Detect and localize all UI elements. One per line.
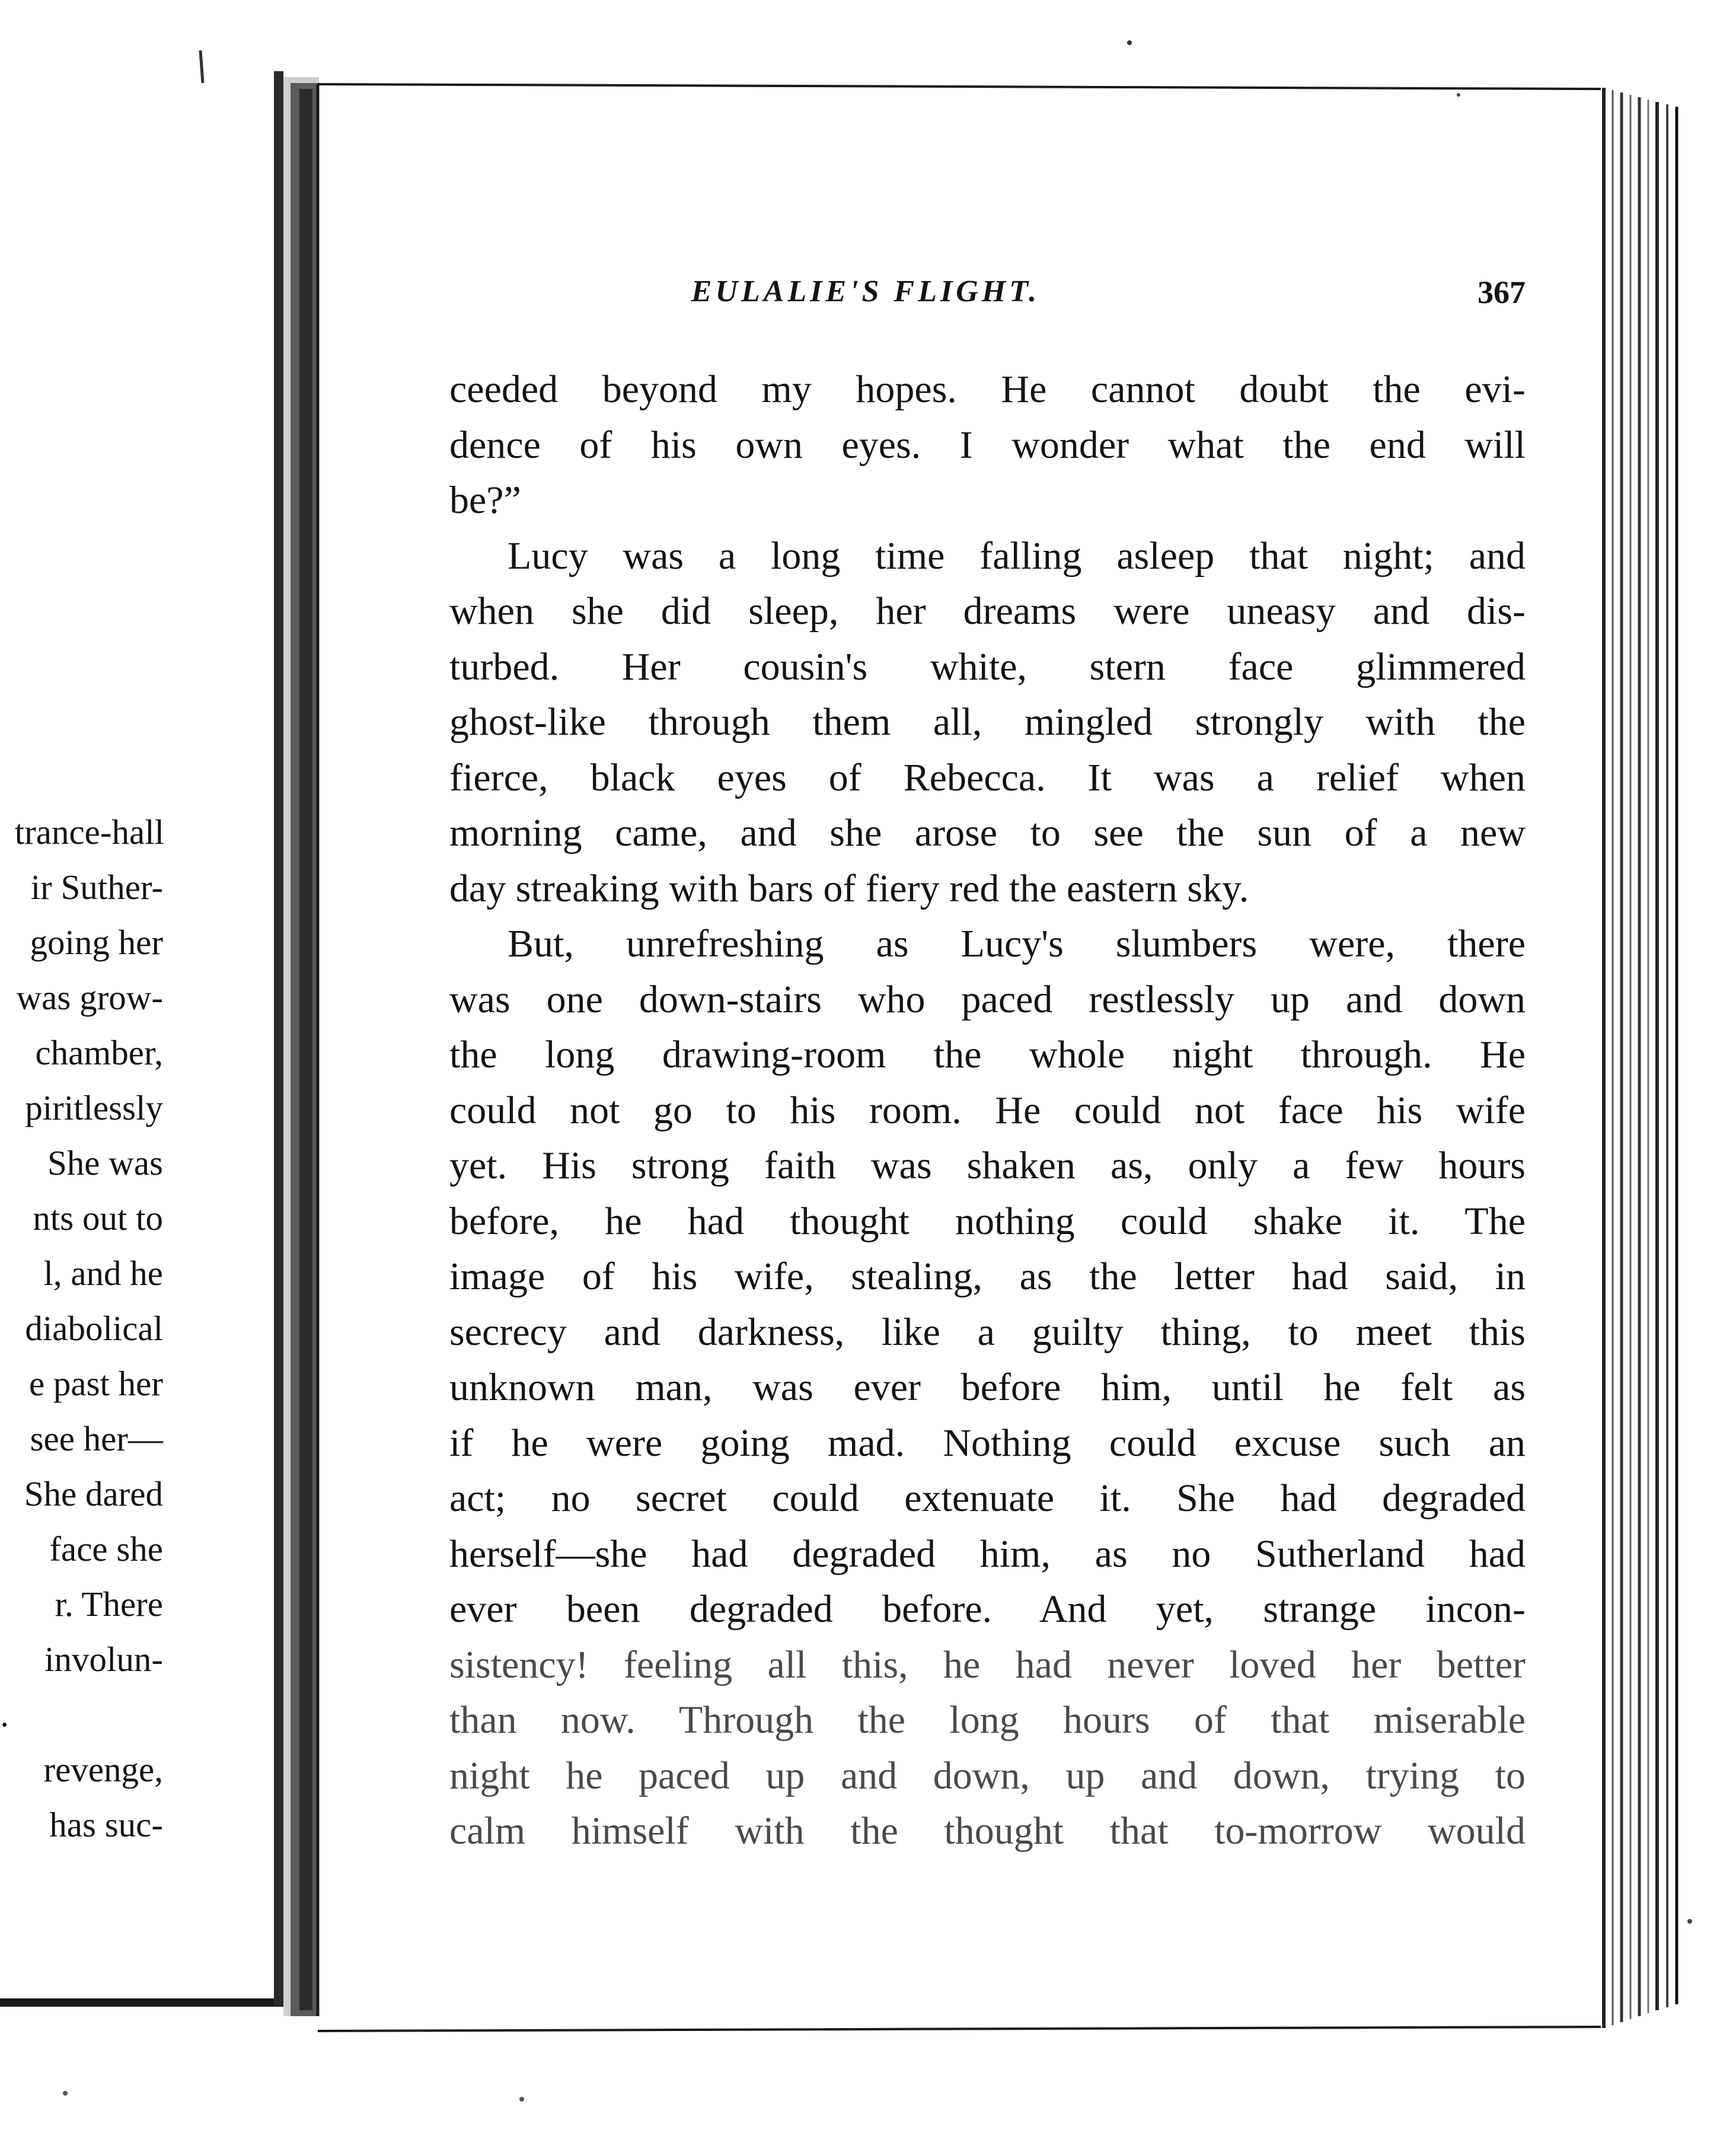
left-text-line: see her— (30, 1419, 163, 1458)
text-line: ghost-like through them all, mingled strongly with the (449, 700, 1526, 744)
text-line: the long drawing-room the whole night through. He (449, 1033, 1526, 1076)
left-text-line: e past her (28, 1364, 163, 1403)
text-line: night he paced up and down, up and down, trying to (449, 1753, 1526, 1797)
left-page-fragment (0, 70, 279, 2045)
text-line: than now. Through the long hours of that miserable (449, 1698, 1526, 1742)
text-line: fierce, black eyes of Rebecca. It was a relief when (449, 755, 1526, 799)
left-text-line: piritlessly (25, 1088, 163, 1127)
left-text-line: She dared (24, 1474, 163, 1513)
text-line: be?” (449, 479, 521, 522)
paragraph-start-line: But, unrefreshing as Lucy's slumbers were, there (508, 922, 1526, 965)
text-line: calm himself with the thought that to-morrow would (449, 1809, 1526, 1853)
text-line: morning came, and she arose to see the sun of a new (449, 811, 1526, 855)
text-line: before, he had thought nothing could shake it. The (449, 1199, 1526, 1243)
text-line: day streaking with bars of fiery red the eastern sky. (449, 866, 1249, 910)
text-line: ever been degraded before. And yet, strange incon- (449, 1587, 1526, 1631)
left-text-line: r. There (55, 1584, 163, 1624)
text-line: if he were going mad. Nothing could excuse such an (449, 1421, 1526, 1465)
left-text-line: trance-hall (14, 812, 164, 852)
text-line: ceeded beyond my hopes. He cannot doubt the evi- (449, 368, 1526, 411)
left-text-line: has suc- (49, 1805, 163, 1844)
left-text-line: l, and he (43, 1254, 163, 1293)
left-text-line: face she (49, 1529, 163, 1568)
left-text-line: revenge, (43, 1750, 163, 1789)
left-text-line: diabolical (25, 1309, 163, 1348)
text-line: herself—she had degraded him, as no Sutherland had (449, 1532, 1526, 1576)
text-line: when she did sleep, her dreams were uneasy and dis- (449, 589, 1526, 633)
text-line: turbed. Her cousin's white, stern face glimmered (449, 645, 1526, 688)
left-text-line: going her (30, 923, 163, 962)
text-line: could not go to his room. He could not face his wife (449, 1088, 1526, 1132)
text-line: unknown man, was ever before him, until he felt as (449, 1366, 1526, 1409)
text-line: sistency! feeling all this, he had never loved her better (449, 1643, 1526, 1686)
text-line: was one down-stairs who paced restlessly up and down (449, 977, 1526, 1021)
text-line: act; no secret could extenuate it. She had degraded (449, 1477, 1526, 1520)
left-text-line: involun- (44, 1640, 163, 1679)
running-head (451, 274, 1526, 327)
left-text-line: ir Suther- (30, 868, 163, 907)
left-text-line: She was (47, 1143, 163, 1182)
left-text-line: was grow- (16, 978, 163, 1017)
page-number: 367 (1477, 275, 1526, 310)
running-title: EULALIE'S FLIGHT. (691, 275, 1041, 308)
body-text (449, 362, 1526, 1859)
paragraph-start-line: Lucy was a long time falling asleep that night; and (508, 534, 1526, 578)
text-line: dence of his own eyes. I wonder what the end will (449, 423, 1526, 467)
text-line: yet. His strong faith was shaken as, only a few hours (449, 1144, 1526, 1187)
right-page (320, 83, 1601, 2034)
left-text-line: chamber, (35, 1033, 163, 1072)
left-text-line: nts out to (33, 1198, 163, 1238)
text-line: secrecy and darkness, like a guilty thing, to meet this (449, 1310, 1526, 1354)
left-text-line: . (0, 1695, 9, 1734)
text-line: image of his wife, stealing, as the letter had said, in (449, 1255, 1526, 1298)
